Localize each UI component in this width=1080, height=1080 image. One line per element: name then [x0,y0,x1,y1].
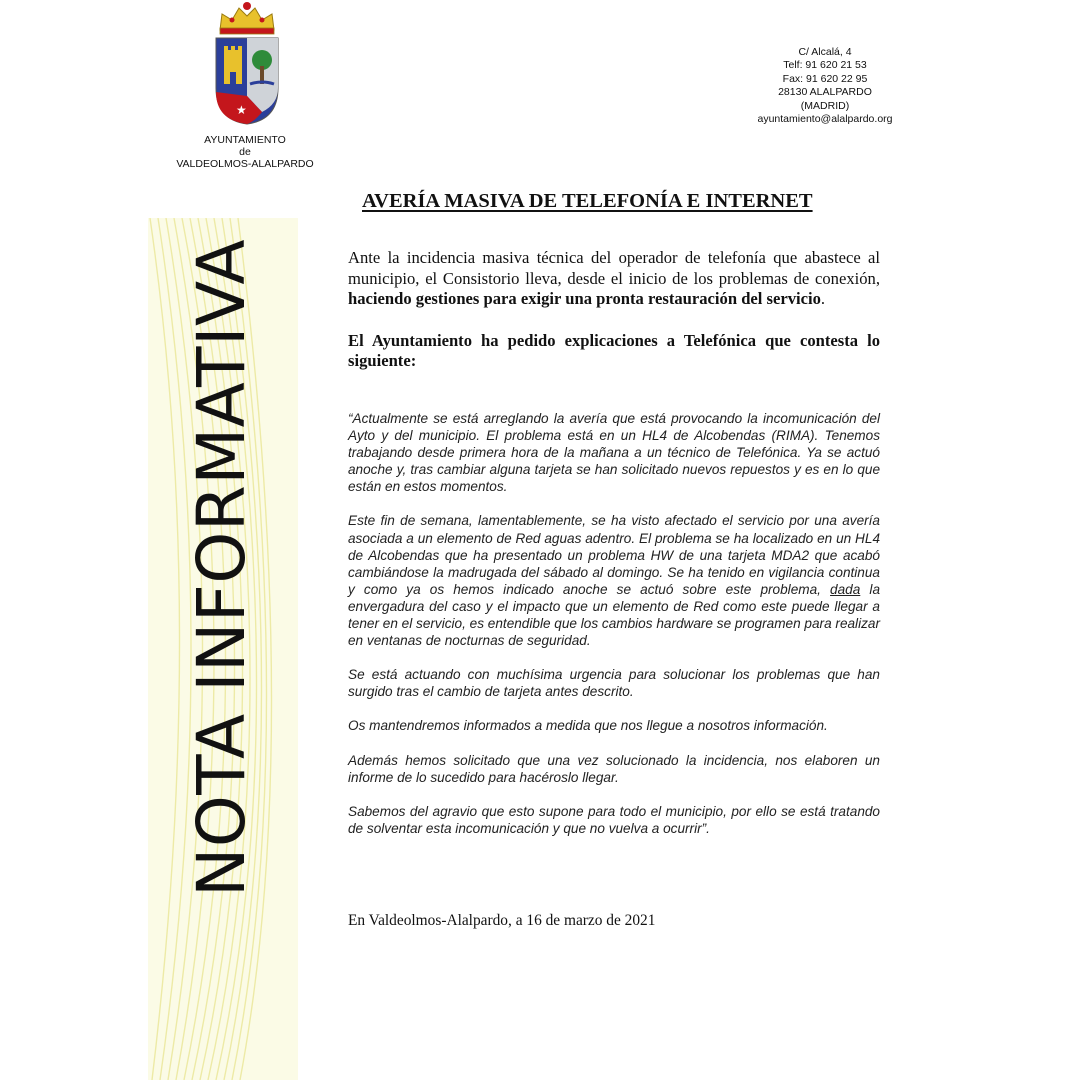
page-title: AVERÍA MASIVA DE TELEFONÍA E INTERNET [362,190,813,212]
svg-text:★: ★ [236,103,247,117]
quote-paragraph: Os mantendremos informados a medida que nos llegue a nosotros información. [348,718,828,734]
quote-text: la envergadura del caso y el impacto que un elemento de Red como este puede llegar a tener en el servicio, es entendible que los cambios hardware se programen para realizar en ventanas de nocturnas de seguridad. [348,581,881,649]
intro-paragraph [348,248,880,310]
quote-text: Este fin de semana, lamentablemente, se ha visto afectado el servicio por una avería asociada a un elemento de Red aguas adentro. El problema se ha localizado en un HL4 de Alcobendas que ha presentado un problema HW de una tarjeta MDA2 que acabó cambiándose la madrugada del sábado al domingo. Se ha tenido en vigilancia continua y como ya os hemos indicado anoche se actuó sobre este problema, [348,513,880,597]
quote-paragraph: Además hemos solicitado que una vez solucionado la incidencia, nos elaboren un informe de lo sucedido para hacéroslo llegar. [348,752,880,785]
quote-paragraph: Se está actuando con muchísima urgencia para solucionar los problemas que han surgido tras el cambio de tarjeta antes descrito. [348,667,880,700]
contact-address: C/ Alcalá, 4 [798,46,852,58]
contact-region: (MADRID) [800,99,850,112]
request-paragraph: El Ayuntamiento ha pedido explicaciones a Telefónica que contesta lo siguiente: [348,331,880,370]
org-line: VALDEOLMOS-ALALPARDO [176,158,314,170]
municipality-name [165,134,325,170]
contact-fax: Fax: 91 620 22 95 [782,72,868,85]
org-line: de [239,146,251,158]
intro-text: Ante la incidencia masiva técnica del operador de telefonía que abastece al municipio, el Consistorio lleva, desde el inicio de los problemas de conexión, [348,248,880,288]
contact-block [735,46,915,126]
contact-phone: Telf: 91 620 21 53 [783,59,867,72]
contact-email: ayuntamiento@alalpardo.org [757,113,893,126]
quote-paragraph [348,512,880,649]
quote-paragraph: Sabemos del agravio que esto supone para todo el municipio, por ello se está tratando de solventar esta incomunicación y que no vuelva a ocurrir”. [348,803,880,836]
side-title: NOTA INFORMATIVA [183,238,260,898]
intro-bold-text: haciendo gestiones para exigir una pronta restauración del servicio [348,289,821,308]
quote-paragraph: “Actualmente se está arreglando la avería que está provocando la incomunicación del Ayto y del municipio. El problema está en un HL4 de Alcobendas (RIMA). Tenemos trabajando desde primera hora de la mañana a un técnico de Telefónica. Ya se actuó anoche y, tras cambiar alguna tarjeta se han solicitado nuevos repuestos y es en lo que están en estos momentos. [348,411,880,495]
dateline: En Valdeolmos-Alalpardo, a 16 de marzo de 2021 [348,912,656,929]
quoted-response [348,410,880,854]
coat-of-arms-logo [212,0,282,128]
org-line: AYUNTAMIENTO [204,134,286,146]
quote-underlined-word: dada [830,581,861,597]
contact-postal: 28130 ALALPARDO [778,86,872,99]
intro-end: . [820,289,826,308]
